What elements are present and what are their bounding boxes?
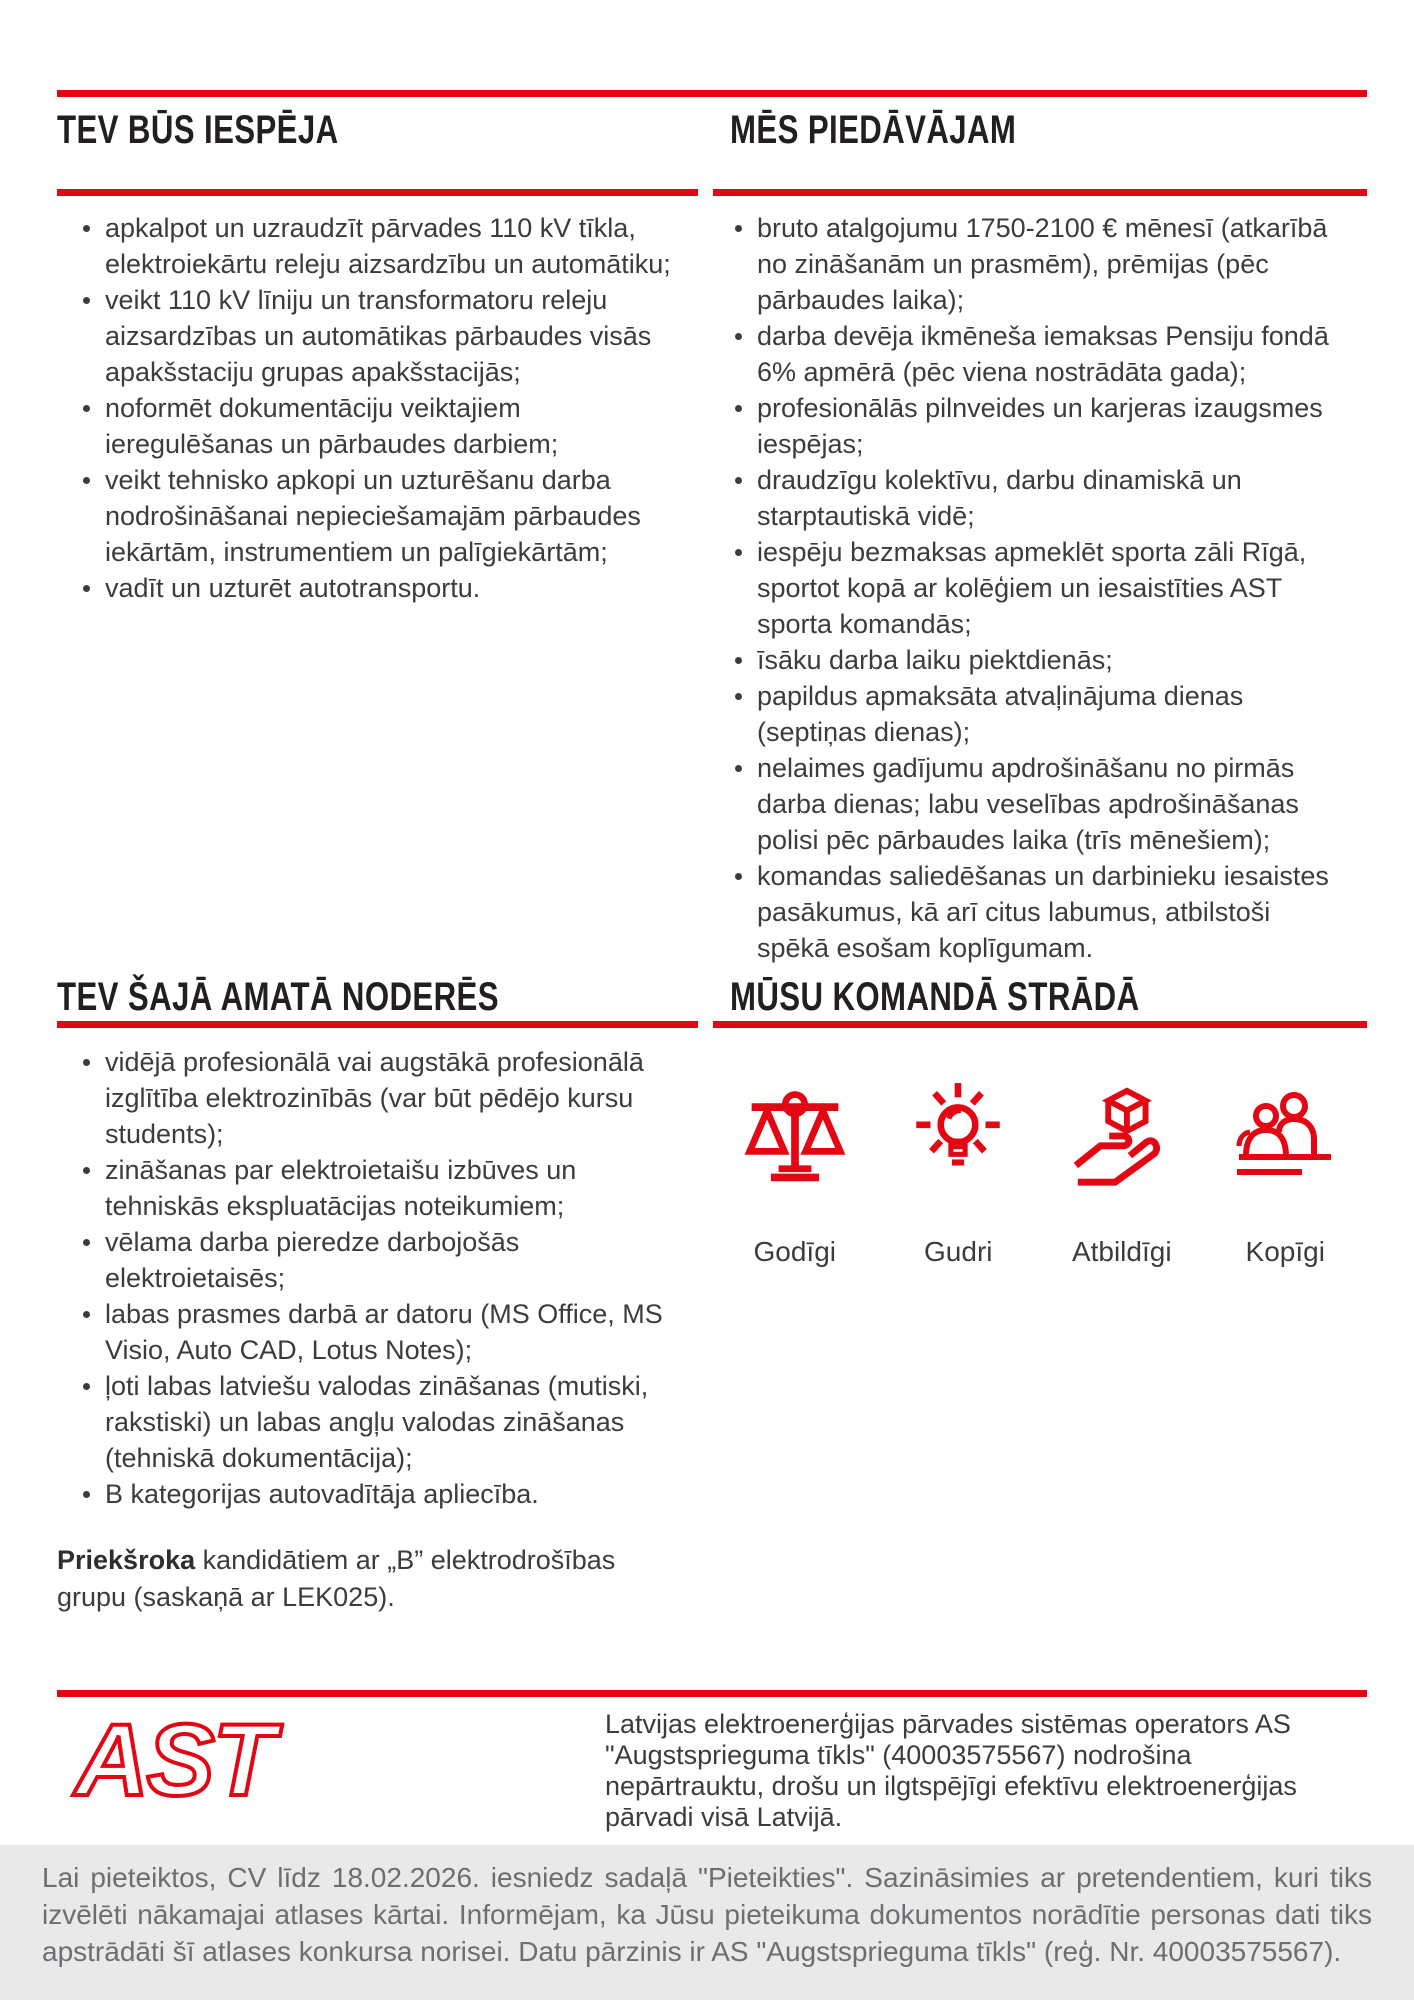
opportunity-list bbox=[57, 210, 698, 606]
section-opportunity bbox=[57, 103, 698, 966]
heading-underline bbox=[713, 1021, 1367, 1028]
priority-note-text: kandidātiem ar „B” elektrodrošības grupu (saskaņā ar LEK025). bbox=[57, 1545, 616, 1612]
useful-list bbox=[57, 1044, 698, 1512]
list-item: vidējā profesionālā vai augstākā profesionālā izglītība elektrozinībās (var būt pēdējo kursu students); bbox=[57, 1044, 698, 1152]
section-title-offer: MĒS PIEDĀVĀJAM bbox=[730, 108, 1017, 152]
list-item: B kategorijas autovadītāja apliecība. bbox=[57, 1476, 698, 1512]
priority-note bbox=[57, 1542, 657, 1616]
value-smart bbox=[877, 1080, 1041, 1268]
application-note-text: Lai pieteiktos, CV līdz 18.02.2026. iesniedz sadaļā "Pieteikties". Sazināsimies ar pretendentiem, kuri tiks izvēlēti nākamajai atlases kārtai. Informējam, ka Jūsu pieteikuma dokumentos norādītie personas dati tiks apstrādāti šī atlases konkursa norisei. Datu pārzinis ir AS "Augstsprieguma tīkls" (reģ. Nr. 40003575567). bbox=[42, 1862, 1372, 1967]
section-title-opportunity: TEV BŪS IESPĒJA bbox=[57, 108, 339, 152]
hand-cube-icon bbox=[1068, 1080, 1176, 1192]
list-item: iespēju bezmaksas apmeklēt sporta zāli Rīgā, sportot kopā ar kolēģiem un iesaistīties AST sporta komandās; bbox=[713, 534, 1367, 642]
value-honest bbox=[713, 1080, 877, 1268]
list-item: profesionālās pilnveides un karjeras izaugsmes iespējas; bbox=[713, 390, 1367, 462]
list-item: vēlama darba pieredze darbojošās elektroietaisēs; bbox=[57, 1224, 698, 1296]
application-note-box bbox=[0, 1845, 1414, 2000]
heading-underline bbox=[713, 189, 1367, 196]
lightbulb-icon bbox=[906, 1080, 1010, 1192]
list-item: komandas saliedēšanas un darbinieku iesaistes pasākumus, kā arī citus labumus, atbilstoši spēkā esošam koplīgumam. bbox=[713, 858, 1367, 966]
list-item: veikt 110 kV līniju un transformatoru releju aizsardzības un automātikas pārbaudes visās apakšstaciju grupas apakšstacijās; bbox=[57, 282, 698, 390]
list-item: apkalpot un uzraudzīt pārvades 110 kV tīkla, elektroiekārtu releju aizsardzību un automātiku; bbox=[57, 210, 698, 282]
section-team bbox=[713, 976, 1367, 1616]
list-item: zināšanas par elektroietaišu izbūves un tehniskās ekspluatācijas noteikumiem; bbox=[57, 1152, 698, 1224]
footer-divider bbox=[57, 1690, 1367, 1697]
list-item: nelaimes gadījumu apdrošināšanu no pirmās darba dienas; labu veselības apdrošināšanas polisi pēc pārbaudes laika (trīs mēnešiem); bbox=[713, 750, 1367, 858]
heading-underline bbox=[57, 189, 698, 196]
footer-area bbox=[0, 1690, 1414, 1832]
value-together bbox=[1204, 1080, 1368, 1268]
list-item: bruto atalgojumu 1750-2100 € mēnesī (atkarībā no zināšanām un prasmēm), prēmijas (pēc pārbaudes laika); bbox=[713, 210, 1367, 318]
scales-icon bbox=[742, 1080, 848, 1192]
value-responsible bbox=[1040, 1080, 1204, 1268]
heading-underline bbox=[57, 1021, 698, 1028]
row-bottom bbox=[0, 976, 1414, 1616]
list-item: īsāku darba laiku piektdienās; bbox=[713, 642, 1367, 678]
section-title-useful: TEV ŠAJĀ AMATĀ NODERĒS bbox=[57, 975, 499, 1019]
list-item: darba devēja ikmēneša iemaksas Pensiju fondā 6% apmērā (pēc viena nostrādāta gada); bbox=[713, 318, 1367, 390]
section-title-team: MŪSU KOMANDĀ STRĀDĀ bbox=[730, 975, 1140, 1019]
list-item: ļoti labas latviešu valodas zināšanas (mutiski, rakstiski) un labas angļu valodas zināšanas (tehniskā dokumentācija); bbox=[57, 1368, 698, 1476]
list-item: labas prasmes darbā ar datoru (MS Office, MS Visio, Auto CAD, Lotus Notes); bbox=[57, 1296, 698, 1368]
row-top bbox=[0, 103, 1414, 966]
value-label: Godīgi bbox=[753, 1236, 836, 1267]
value-label: Atbildīgi bbox=[1071, 1236, 1172, 1267]
section-useful bbox=[57, 976, 698, 1616]
company-description: Latvijas elektroenerģijas pārvades sistēmas operators AS "Augstsprieguma tīkls" (40003575567) nodrošina nepārtrauktu, drošu un ilgtspējīgi efektīvu elektroenerģijas pārvadi visā Latvijā. bbox=[605, 1709, 1297, 1832]
list-item: vadīt un uzturēt autotransportu. bbox=[57, 570, 698, 606]
value-label: Gudri bbox=[924, 1236, 993, 1267]
ast-logo-text: AST bbox=[75, 1711, 273, 1811]
list-item: papildus apmaksāta atvaļinājuma dienas (septiņas dienas); bbox=[713, 678, 1367, 750]
section-offer bbox=[713, 103, 1367, 966]
team-values bbox=[713, 1080, 1367, 1268]
list-item: veikt tehnisko apkopi un uzturēšanu darba nodrošināšanai nepieciešamajām pārbaudes iekārtām, instrumentiem un palīgiekārtām; bbox=[57, 462, 698, 570]
people-icon bbox=[1230, 1080, 1340, 1192]
ast-logo bbox=[69, 1711, 304, 1811]
value-label: Kopīgi bbox=[1245, 1236, 1325, 1267]
list-item: draudzīgu kolektīvu, darbu dinamiskā un starptautiskā vidē; bbox=[713, 462, 1367, 534]
offer-list bbox=[713, 210, 1367, 966]
top-divider bbox=[57, 90, 1367, 97]
logo-row bbox=[0, 1697, 1414, 1832]
list-item: noformēt dokumentāciju veiktajiem ieregulēšanas un pārbaudes darbiem; bbox=[57, 390, 698, 462]
priority-note-bold: Priekšroka bbox=[57, 1545, 196, 1575]
